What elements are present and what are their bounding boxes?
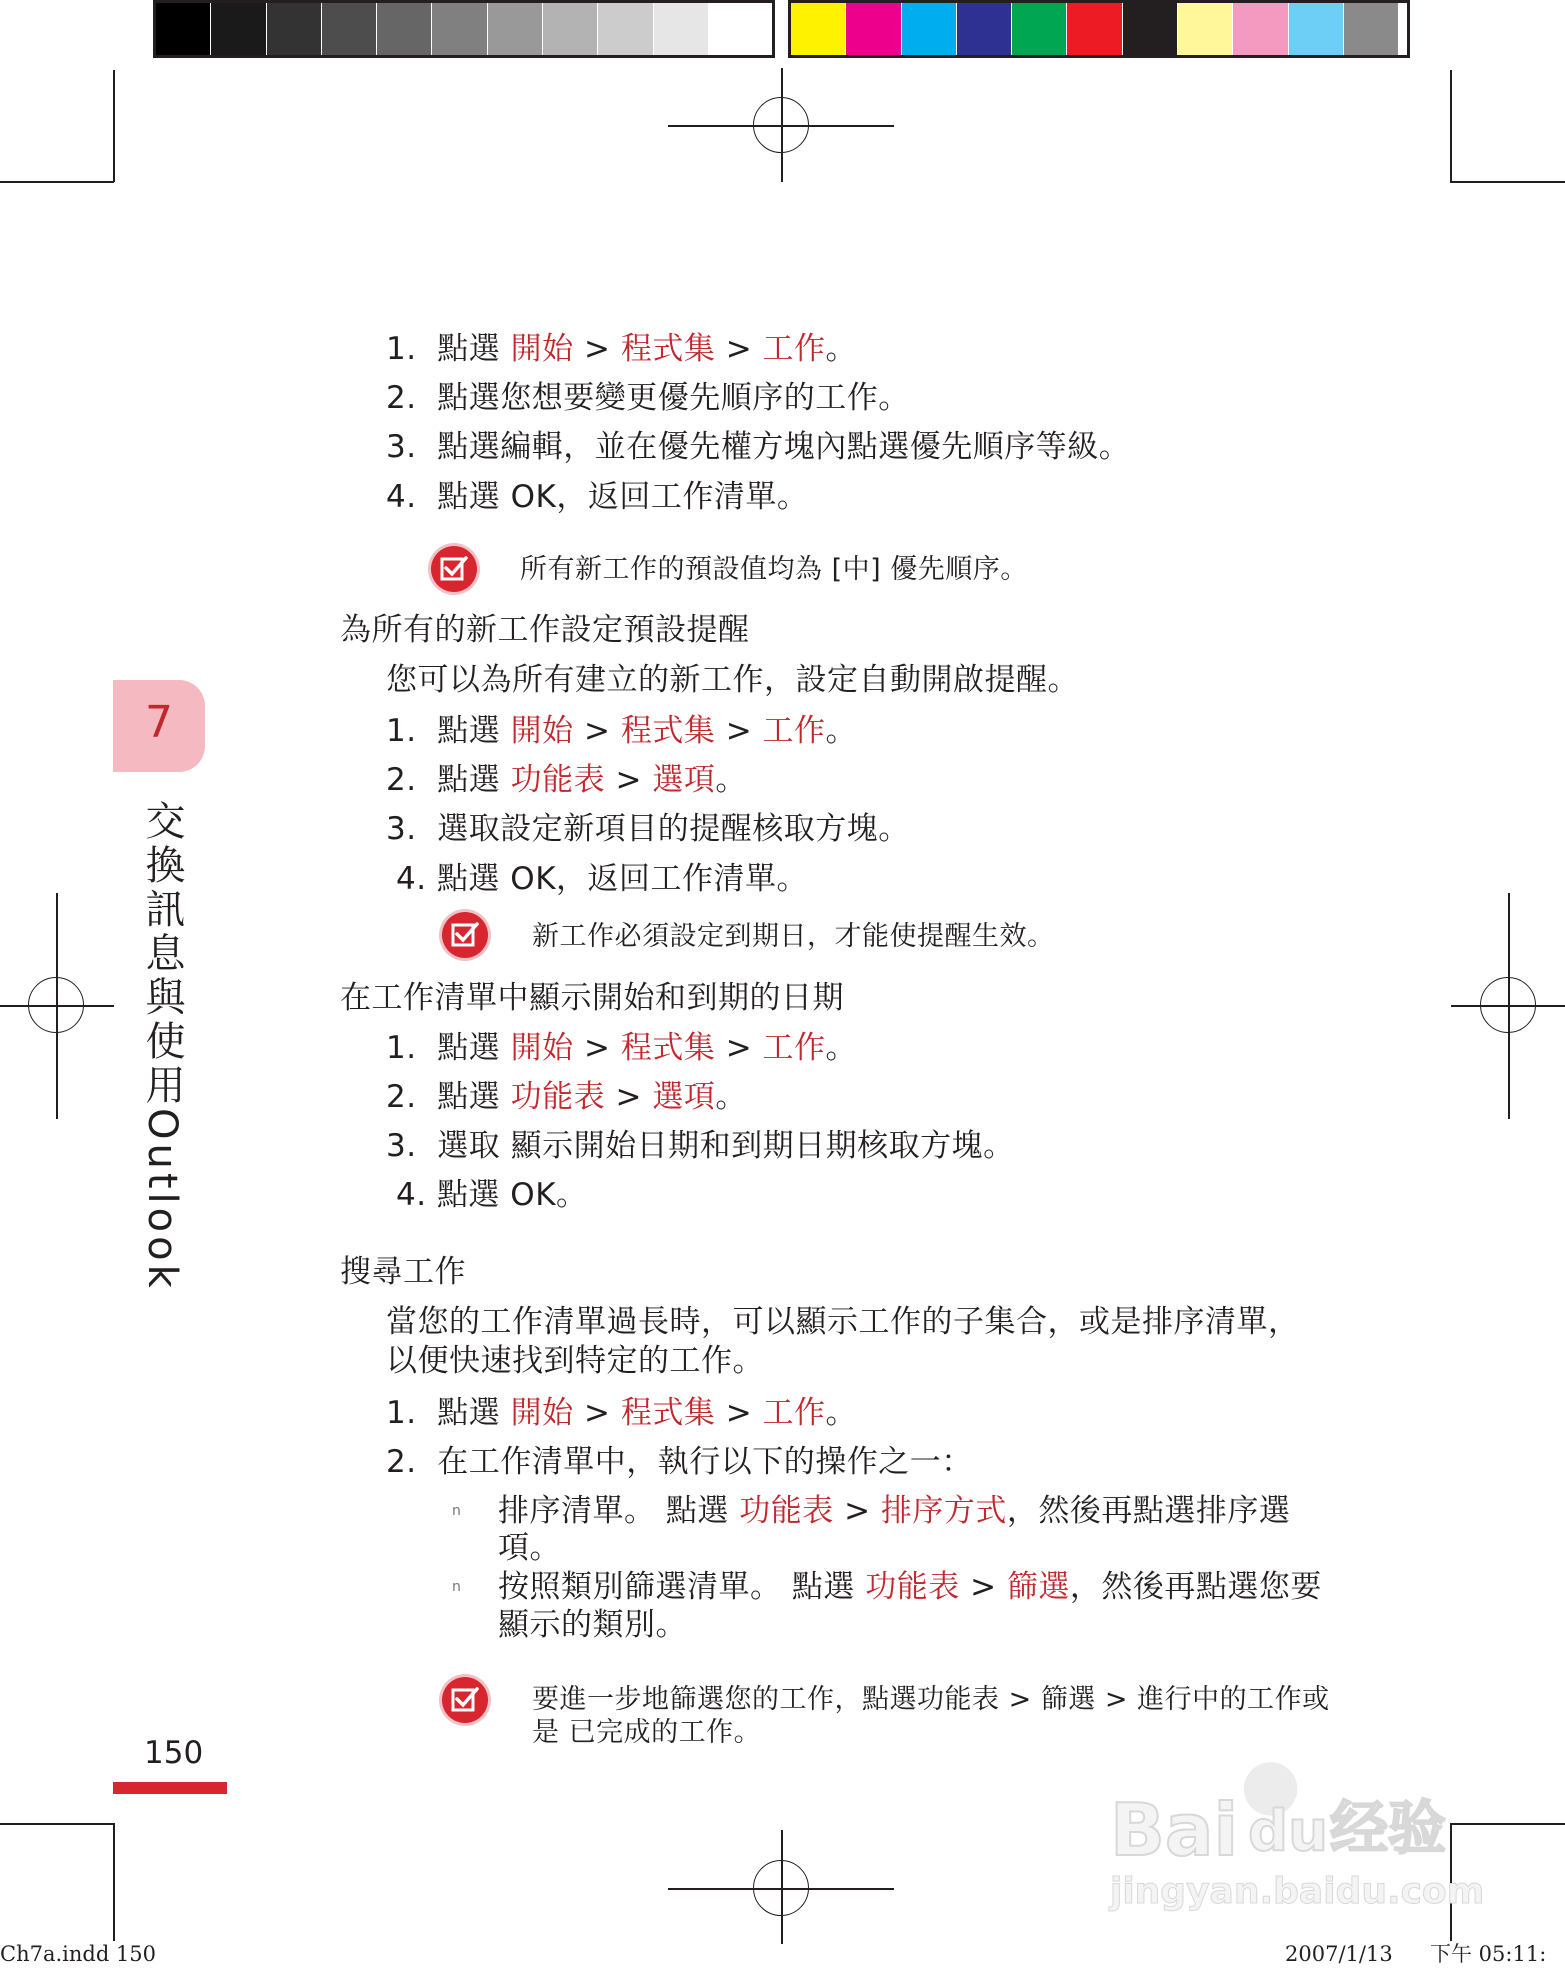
step-1: 1. 點選 開始 > 程式集 > 工作。 <box>386 1030 858 1066</box>
swatch <box>791 3 846 55</box>
crop-mark <box>113 1823 115 1941</box>
section-heading: 為所有的新工作設定預設提醒 <box>340 612 750 648</box>
sub-step: 排序清單。 點選 功能表 > 排序方式，然後再點選排序選 <box>498 1493 1291 1529</box>
menu-link-tasks: 工作 <box>762 1395 826 1431</box>
menu-link-start: 開始 <box>510 331 574 367</box>
swatch <box>902 3 957 55</box>
menu-link-menu: 功能表 <box>510 762 606 798</box>
menu-link-tasks: 工作 <box>762 1030 826 1066</box>
menu-link-sort-by: 排序方式 <box>880 1493 1007 1529</box>
swatch <box>156 3 211 55</box>
watermark-brand: Bai <box>1110 1788 1239 1872</box>
page-number: 150 <box>144 1735 204 1771</box>
check-note-icon <box>442 1677 488 1723</box>
section-intro: 您可以為所有建立的新工作，設定自動開啟提醒。 <box>386 662 1079 698</box>
menu-link-menu: 功能表 <box>739 1493 834 1529</box>
check-note-icon <box>431 546 477 592</box>
swatch <box>1123 3 1178 55</box>
note-text: 所有新工作的預設值均為 [中] 優先順序。 <box>520 554 1028 585</box>
crop-mark <box>1450 1823 1565 1825</box>
menu-link-programs: 程式集 <box>620 1030 716 1066</box>
swatch <box>377 3 432 55</box>
swatch <box>709 3 764 55</box>
grayscale-bar <box>153 0 775 58</box>
process-color-bar <box>788 0 1410 58</box>
swatch <box>211 3 266 55</box>
menu-link-programs: 程式集 <box>620 1395 716 1431</box>
step-3: 3. 選取 顯示開始日期和到期日期核取方塊。 <box>386 1128 1015 1164</box>
note-text: 新工作必須設定到期日，才能使提醒生效。 <box>532 921 1055 952</box>
sub-step: 按照類別篩選清單。 點選 功能表 > 篩選，然後再點選您要 <box>498 1569 1322 1605</box>
swatch <box>1067 3 1122 55</box>
menu-link-menu: 功能表 <box>865 1569 960 1605</box>
menu-link-options: 選項 <box>652 762 716 798</box>
swatch <box>1012 3 1067 55</box>
step-4: 4. 點選 OK。 <box>396 1177 588 1213</box>
menu-link-start: 開始 <box>510 1030 574 1066</box>
step-1: 1. 點選 開始 > 程式集 > 工作。 <box>386 1395 858 1431</box>
step-2: 2. 點選您想要變更優先順序的工作。 <box>386 380 910 416</box>
note-text: 要進一步地篩選您的工作，點選功能表 > 篩選 > 進行中的工作或 <box>532 1684 1330 1715</box>
step-2: 2. 在工作清單中，執行以下的操作之一： <box>386 1444 973 1480</box>
check-note-icon <box>442 912 488 958</box>
menu-link-start: 開始 <box>510 1395 574 1431</box>
menu-link-programs: 程式集 <box>620 713 716 749</box>
footer-file: Ch7a.indd 150 <box>0 1942 157 1966</box>
swatch <box>267 3 322 55</box>
swatch <box>598 3 653 55</box>
section-heading: 在工作清單中顯示開始和到期的日期 <box>340 980 844 1016</box>
page-number-bar <box>113 1782 227 1794</box>
step-3: 3. 選取設定新項目的提醒核取方塊。 <box>386 811 910 847</box>
menu-link-tasks: 工作 <box>762 713 826 749</box>
bullet-marker: n <box>452 1503 461 1519</box>
swatch <box>322 3 377 55</box>
step-3: 3. 點選編輯，並在優先權方塊內點選優先順序等級。 <box>386 429 1131 465</box>
swatch <box>846 3 901 55</box>
menu-link-programs: 程式集 <box>620 331 716 367</box>
swatch <box>957 3 1012 55</box>
swatch <box>1344 3 1399 55</box>
section-intro: 當您的工作清單過長時，可以顯示工作的子集合，或是排序清單， <box>386 1304 1300 1340</box>
sub-step-continued: 項。 <box>498 1530 561 1566</box>
swatch <box>488 3 543 55</box>
step-2: 2. 點選 功能表 > 選項。 <box>386 762 747 798</box>
step-1: 1. 點選 開始 > 程式集 > 工作。 <box>386 331 858 367</box>
section-heading: 搜尋工作 <box>340 1254 466 1290</box>
watermark-brand-cn: 经验 <box>1330 1794 1447 1862</box>
menu-link-options: 選項 <box>652 1079 716 1115</box>
swatch <box>654 3 709 55</box>
crop-mark <box>0 1823 114 1825</box>
swatch <box>1289 3 1344 55</box>
menu-link-tasks: 工作 <box>762 331 826 367</box>
step-4: 4. 點選 OK，返回工作清單。 <box>386 479 809 515</box>
watermark-brand-du: du <box>1248 1799 1328 1864</box>
chapter-number: 7 <box>145 697 173 748</box>
step-2: 2. 點選 功能表 > 選項。 <box>386 1079 747 1115</box>
sub-step-continued: 顯示的類別。 <box>498 1607 687 1643</box>
footer-date: 2007/1/13 <box>1285 1942 1393 1966</box>
crop-mark <box>1450 181 1565 183</box>
menu-link-menu: 功能表 <box>510 1079 606 1115</box>
menu-link-start: 開始 <box>510 713 574 749</box>
swatch <box>432 3 487 55</box>
step-1: 1. 點選 開始 > 程式集 > 工作。 <box>386 713 858 749</box>
watermark-url: jingyan.baidu.com <box>1110 1871 1485 1912</box>
chapter-title: 交換訊息與使用Outlook <box>139 800 185 1292</box>
swatch <box>1178 3 1233 55</box>
crop-mark <box>1450 70 1452 182</box>
section-intro: 以便快速找到特定的工作。 <box>386 1343 764 1379</box>
bullet-marker: n <box>452 1579 461 1595</box>
paw-icon: ● <box>1240 1742 1302 1824</box>
swatch <box>543 3 598 55</box>
crop-mark <box>113 70 115 182</box>
note-text: 是 已完成的工作。 <box>532 1717 762 1748</box>
footer-time: 下午 05:11: <box>1430 1942 1547 1966</box>
step-4: 4. 點選 OK，返回工作清單。 <box>396 861 809 897</box>
menu-link-filter: 篩選 <box>1006 1569 1070 1605</box>
swatch <box>1233 3 1288 55</box>
crop-mark <box>0 181 114 183</box>
